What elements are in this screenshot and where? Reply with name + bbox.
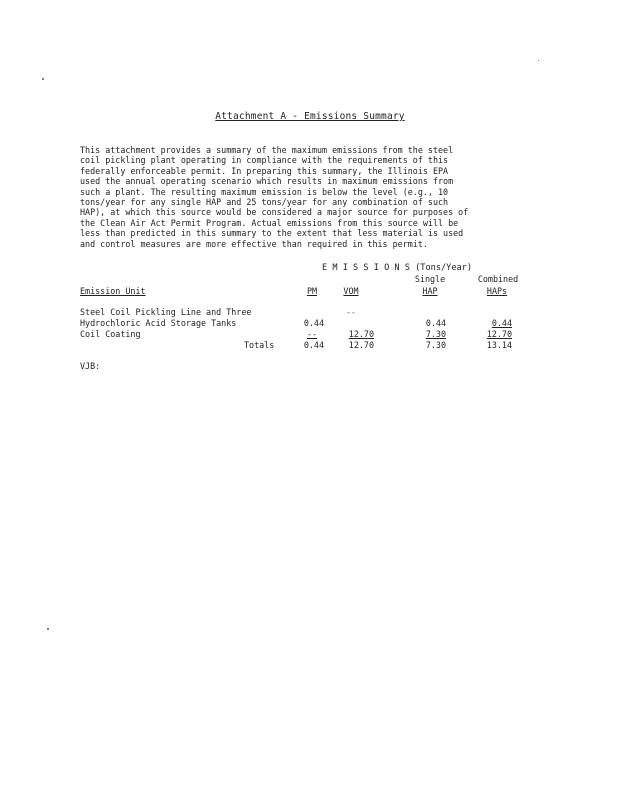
col-vom: VOM — [343, 286, 359, 296]
author-initials: VJB: — [80, 361, 101, 371]
totals-label: Totals — [244, 340, 275, 350]
scan-speck — [47, 628, 49, 630]
col-pm: PM — [306, 286, 318, 296]
cell-single-hap: 0.44 — [425, 318, 446, 328]
intro-line: such a plant. The resulting maximum emission is below the level (e.g., 10 — [80, 186, 449, 197]
cell-combined-haps: 12.70 — [486, 329, 512, 339]
intro-line: and control measures are more effective than required in this permit. — [80, 238, 428, 249]
intro-line: federally enforceable permit. In preparing this summary, the Illinois EPA — [80, 165, 449, 176]
col-single-hap: HAP — [422, 286, 438, 296]
total-vom: 12.70 — [348, 340, 374, 350]
total-single-hap: 7.30 — [425, 340, 446, 350]
cell-vom: 12.70 — [348, 329, 374, 339]
scan-speck — [538, 60, 539, 61]
intro-line: less than predicted in this summary to the extent that less material is used — [80, 228, 464, 239]
cell-combined-haps: 0.44 — [491, 318, 512, 328]
row-unit-line1: Steel Coil Pickling Line and Three — [80, 307, 252, 317]
intro-line: the Clean Air Act Permit Program. Actual emissions from this source will be — [80, 217, 459, 228]
emissions-heading: E M I S S I O N S (Tons/Year) — [322, 263, 473, 273]
intro-line: This attachment provides a summary of the maximum emissions from the steel — [80, 145, 454, 155]
document-title: Attachment A - Emissions Summary — [215, 111, 405, 122]
col-emission-unit: Emission Unit — [80, 286, 146, 296]
intro-line: HAP), at which this source would be considered a major source for purposes of — [80, 207, 469, 218]
intro-line: coil pickling plant operating in compliance with the requirements of this — [80, 155, 449, 166]
cell-pm: -- — [306, 329, 318, 339]
cell-vom: -- — [345, 307, 357, 317]
total-pm: 0.44 — [303, 340, 324, 350]
total-combined-haps: 13.14 — [486, 340, 512, 350]
row-unit: Coil Coating — [80, 329, 141, 339]
col-combined-haps: HAPs — [486, 286, 508, 296]
col-combined-haps-top: Combined — [477, 274, 519, 284]
scan-speck — [42, 78, 44, 80]
cell-single-hap: 7.30 — [425, 329, 446, 339]
intro-line: tons/year for any single HAP and 25 tons/year for any combination of such — [80, 196, 449, 207]
intro-paragraph — [80, 145, 520, 249]
row-unit-line2: Hydrochloric Acid Storage Tanks — [80, 318, 237, 328]
intro-line: used the annual operating scenario which results in maximum emissions from — [80, 176, 454, 187]
cell-pm: 0.44 — [303, 318, 324, 328]
col-single-hap-top: Single — [414, 274, 446, 284]
